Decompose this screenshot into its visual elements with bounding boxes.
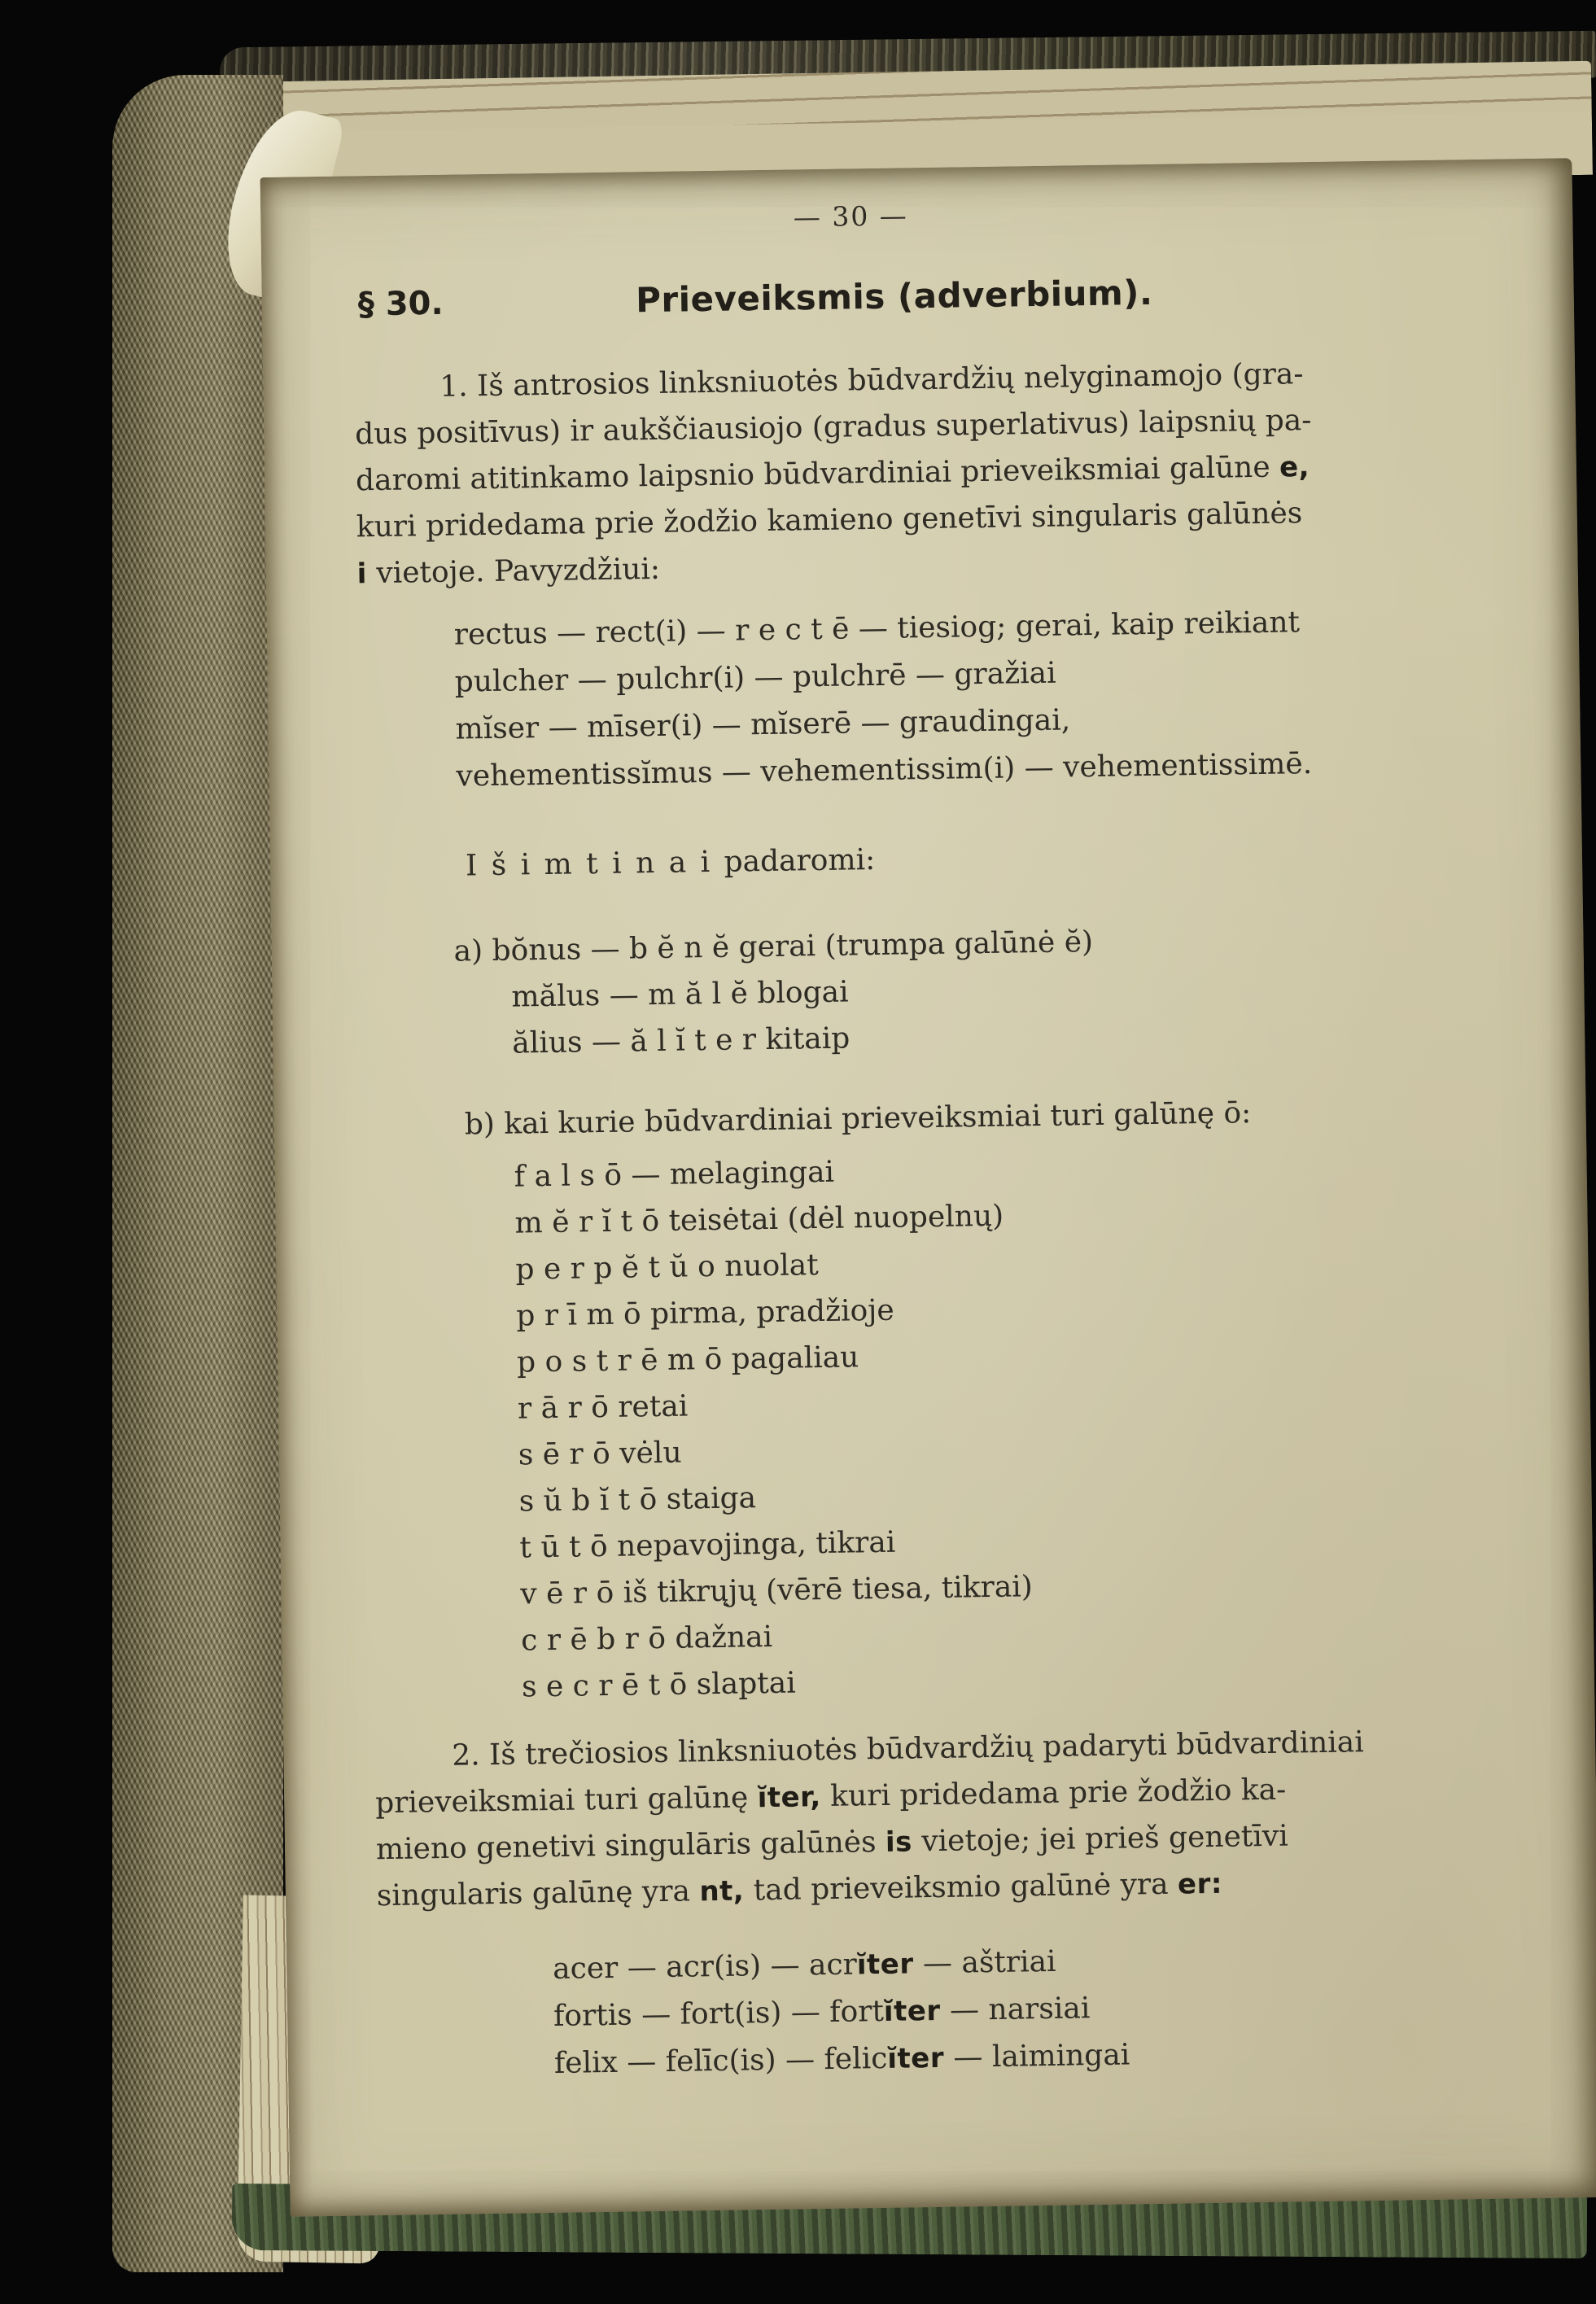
text-line: s ē r ō vėlu bbox=[518, 1436, 682, 1472]
text-line: r ā r ō retai bbox=[517, 1389, 689, 1426]
text-line: p o s t r ē m ō pagaliau bbox=[516, 1340, 859, 1379]
text-line: pulcher — pulchr(i) — pulchrē — gražiai bbox=[454, 656, 1056, 699]
page-number: — 30 — bbox=[793, 199, 909, 234]
text-line: i vietoje. Pavyzdžiui: bbox=[356, 552, 661, 591]
text-line: daromi atitinkamo laipsnio būdvardiniai prieveiksmiai galūne e, bbox=[355, 450, 1310, 498]
examples-3rd-declension bbox=[378, 1932, 1462, 2090]
examples-2nd-declension bbox=[357, 597, 1442, 802]
text-line: t ū t ō nepavojinga, tikrai bbox=[519, 1525, 896, 1565]
text-line: f a l s ō — melagingai bbox=[514, 1155, 835, 1194]
text-line: mĭser — mīser(i) — mĭserē — graudingai, bbox=[455, 703, 1071, 746]
text-line: fortis — fort(is) — fortĭter — narsiai bbox=[553, 1991, 1091, 2033]
text-line: vehementissĭmus — vehementissim(i) — vehementissimē. bbox=[456, 747, 1313, 794]
page-text-block bbox=[352, 178, 1462, 2090]
text-line: prieveiksmiai turi galūnę ĭter, kuri pridedama prie žodžio ka- bbox=[374, 1773, 1287, 1821]
text-line: c r ē b r ō dažnai bbox=[520, 1620, 773, 1658]
text-line: s e c r ē t ō slaptai bbox=[521, 1666, 796, 1704]
text-line: mieno genetivi singulāris galūnės is vietoje; jei prieš genetīvi bbox=[375, 1819, 1288, 1867]
text-line: m ĕ r ĭ t ō teisėtai (dėl nuopelnų) bbox=[514, 1199, 1004, 1240]
exceptions-heading bbox=[361, 828, 1445, 891]
text-line: singularis galūnę yra nt, tad prieveiksmio galūnė yra er: bbox=[376, 1867, 1223, 1913]
text-line: rectus — rect(i) — r e c t ē — tiesiog; gerai, kaip reikiant bbox=[453, 606, 1301, 652]
exceptions-list-a bbox=[362, 914, 1446, 1069]
text-line: s ŭ b ĭ t ō staiga bbox=[518, 1481, 757, 1519]
text-line: acer — acr(is) — acrĭter — aštriai bbox=[552, 1944, 1056, 1986]
text-line: 2. Iš trečiosios linksniuotės būdvardžių padaryti būdvardiniai bbox=[451, 1725, 1365, 1773]
adverbs-in-o-list bbox=[365, 1087, 1456, 1713]
paragraph-1 bbox=[354, 349, 1440, 597]
section-number: § 30. bbox=[357, 284, 444, 324]
text-line: dus positīvus) ir aukščiausiojo (gradus superlativus) laipsnių pa- bbox=[354, 403, 1312, 452]
text-line: p e r p ĕ t ŭ o nuolat bbox=[515, 1248, 819, 1287]
text-line: b) kai kurie būdvardiniai prieveiksmiai turi galūnę ō: bbox=[464, 1096, 1252, 1142]
paragraph-2 bbox=[374, 1717, 1459, 1919]
section-heading bbox=[352, 263, 1436, 331]
book-page bbox=[260, 158, 1596, 2217]
text-line: I š i m t i n a i padaromi: bbox=[465, 842, 876, 883]
text-line: p r ī m ō pirma, pradžioje bbox=[515, 1293, 894, 1333]
text-line: a) bŏnus — b ĕ n ĕ gerai (trumpa galūnė ĕ) bbox=[453, 925, 1094, 968]
text-line: ălius — ă l ĭ t e r kitaip bbox=[512, 1021, 850, 1060]
text-line: mălus — m ă l ĕ blogai bbox=[511, 975, 849, 1014]
text-line: v ē r ō iš tikrųjų (vērē tiesa, tikrai) bbox=[520, 1570, 1034, 1611]
text-line: felix — felīc(is) — felicĭter — laimingai bbox=[553, 2038, 1130, 2080]
page-title: Prieveiksmis (adverbium). bbox=[635, 272, 1153, 321]
text-line: kuri pridedama prie žodžio kamieno genetīvi singularis galūnės bbox=[356, 496, 1303, 544]
text-line: 1. Iš antrosios linksniuotės būdvardžių nelyginamojo (gra- bbox=[439, 357, 1304, 404]
